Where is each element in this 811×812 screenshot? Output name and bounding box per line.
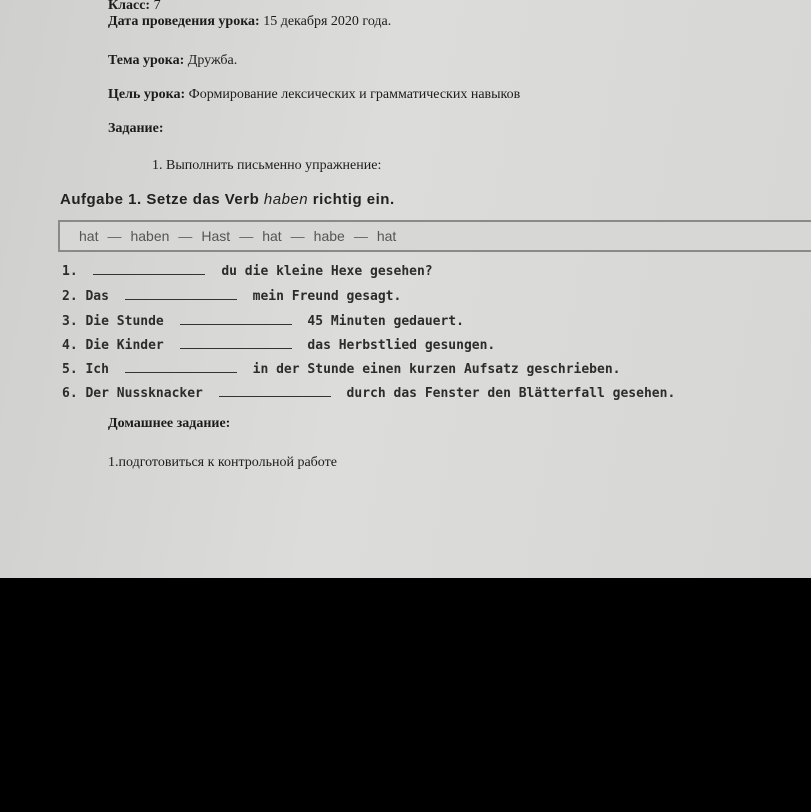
word-6: hat <box>376 228 397 244</box>
exercise-text-after: das Herbstlied gesungen. <box>307 338 496 353</box>
word-3: Hast <box>201 228 231 244</box>
exercise-text-before: Der Nussknacker <box>85 386 203 401</box>
answer-blank <box>93 264 205 275</box>
topic-label: Тема урока: <box>108 53 185 68</box>
exercise-title-prefix: Aufgabe 1. Setze das Verb <box>60 191 260 208</box>
exercise-text-after: 45 Minuten gedauert. <box>307 314 464 329</box>
exercise-item-6 <box>62 386 675 401</box>
exercise-number: 3. <box>62 314 78 329</box>
dash-5: — <box>353 228 368 244</box>
word-1: hat <box>79 228 99 244</box>
exercise-text-before: Das <box>85 289 109 304</box>
dash-1: — <box>107 228 122 244</box>
exercise-text-after: mein Freund gesagt. <box>252 289 402 304</box>
word-2: haben <box>130 228 170 244</box>
dash-4: — <box>290 228 305 244</box>
exercise-title-verb: haben <box>263 191 309 208</box>
answer-blank <box>180 338 292 349</box>
exercise-number: 5. <box>62 362 78 377</box>
class-label: Класс: <box>108 0 151 13</box>
exercise-number: 1. <box>62 264 78 279</box>
exercise-text-before: Die Kinder <box>85 338 164 353</box>
dash-2: — <box>178 228 193 244</box>
date-value: 15 декабря 2020 года. <box>263 14 392 29</box>
exercise-number: 2. <box>62 289 78 304</box>
answer-blank <box>180 314 292 325</box>
word-box <box>58 220 811 252</box>
exercise-text-after: du die kleine Hexe gesehen? <box>221 264 433 279</box>
exercise-number: 6. <box>62 386 78 401</box>
homework-item: 1.подготовиться к контрольной работе <box>108 455 337 470</box>
word-5: habe <box>313 228 345 244</box>
topic-line <box>108 53 237 69</box>
exercise-item-2 <box>62 289 401 304</box>
homework-heading: Домашнее задание: <box>108 416 231 431</box>
date-line <box>108 14 391 30</box>
exercise-number: 4. <box>62 338 78 353</box>
answer-blank <box>219 386 331 397</box>
goal-label: Цель урока: <box>108 87 186 102</box>
exercise-title-suffix: richtig ein. <box>312 191 395 208</box>
word-4: hat <box>262 228 282 244</box>
exercise-text-before: Ich <box>85 362 109 377</box>
exercise-title <box>60 191 395 208</box>
exercise-item-4 <box>62 338 495 353</box>
answer-blank <box>125 362 237 373</box>
exercise-item-3 <box>62 314 464 329</box>
topic-value: Дружба. <box>187 53 238 68</box>
class-value: 7 <box>153 0 161 13</box>
task-step: 1. Выполнить письменно упражнение: <box>152 158 382 173</box>
task-heading: Задание: <box>108 121 164 136</box>
exercise-text-before: Die Stunde <box>85 314 164 329</box>
exercise-text-after: durch das Fenster den Blätterfall gesehen. <box>346 386 676 401</box>
date-label: Дата проведения урока: <box>108 14 260 29</box>
answer-blank <box>125 289 237 300</box>
goal-value: Формирование лексических и грамматических навыков <box>188 87 521 102</box>
exercise-text-after: in der Stunde einen kurzen Aufsatz geschrieben. <box>252 362 621 377</box>
class-line <box>108 0 161 14</box>
dash-3: — <box>239 228 254 244</box>
exercise-item-5 <box>62 362 620 377</box>
exercise-item-1 <box>62 264 433 279</box>
goal-line <box>108 87 520 103</box>
